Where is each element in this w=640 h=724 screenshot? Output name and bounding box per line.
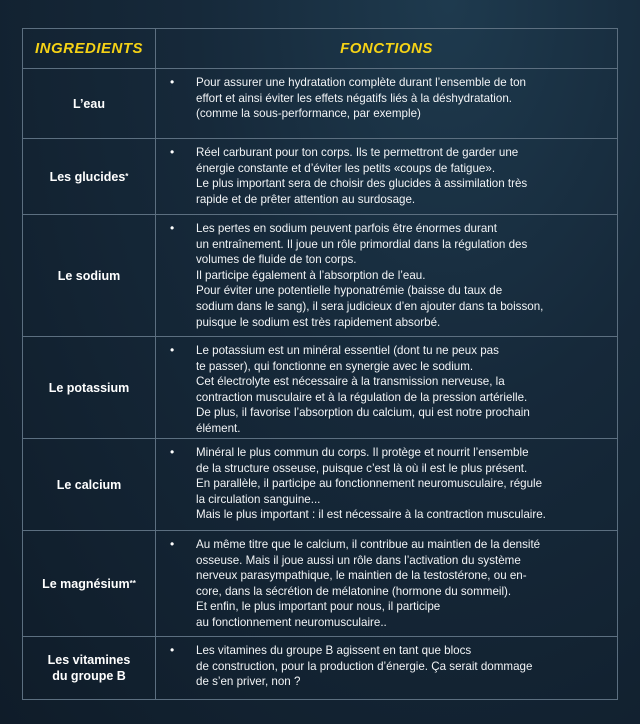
ingredient-label: L’eau <box>73 96 105 111</box>
ingredient-label: Le sodium <box>57 268 121 283</box>
ingredient-name <box>23 215 156 336</box>
table-row-calcium <box>23 439 617 531</box>
ingredient-name <box>23 439 156 530</box>
ingredient-name <box>23 637 156 699</box>
table-row-sodium <box>23 215 617 337</box>
header-ingredients: INGREDIENTS <box>23 29 156 68</box>
function-cell <box>156 69 617 138</box>
function-cell <box>156 531 617 636</box>
function-text: Réel carburant pour ton corps. Ils te permettront de garder une énergie constante et d’éviter les petits «coups de fatigue». Le plus important sera de choisir des glucides à assimilation très rapide et de prêter attention au surdosage. <box>196 146 528 206</box>
ingredients-table <box>22 28 618 700</box>
bullet-icon: • <box>170 445 175 459</box>
bullet-icon: • <box>170 75 175 89</box>
function-cell <box>156 139 617 214</box>
function-text: Les pertes en sodium peuvent parfois être énormes durant un entraînement. Il joue un rôle primordial dans la régulation des volumes de fluide de ton corps. Il participe également à l’absorption de l’eau. Pour éviter une potentielle hyponatrémie (baisse du taux de sodium dans le sang), il sera judicieux d’en ajouter dans ta boisson, puisque le sodium est très rapidement absorbé. <box>196 222 544 329</box>
ingredient-name <box>23 337 156 438</box>
ingredient-label: Le calcium <box>56 477 122 492</box>
table-header-row <box>23 29 617 69</box>
bullet-icon: • <box>170 343 175 357</box>
function-text: Les vitamines du groupe B agissent en tant que blocs de construction, pour la production d’énergie. Ça serait dommage de s’en priver, non ? <box>196 644 533 689</box>
function-text: Le potassium est un minéral essentiel (dont tu ne peux pas te passer), qui fonctionne en synergie avec le sodium. Cet électrolyte est nécessaire à la transmission nerveuse, la contraction musculaire et à la régulation de la pression artérielle. De plus, il favorise l’absorption du calcium, qui est notre prochain élément. <box>196 344 530 435</box>
function-text: Au même titre que le calcium, il contribue au maintien de la densité osseuse. Mais il joue aussi un rôle dans l’activation du système nerveux parasympathique, le maintien de la testostérone, ou en- core, dans la sécrétion de mélatonine (hormone du sommeil). Et enfin, le plus important pour nous, il participe au fonctionnement neuromusculaire.. <box>196 538 541 629</box>
bullet-icon: • <box>170 537 175 551</box>
ingredient-label: Les vitamines du groupe B <box>47 653 131 683</box>
function-cell <box>156 337 617 438</box>
ingredient-label: Le magnésium <box>42 576 130 591</box>
function-text: Minéral le plus commun du corps. Il protège et nourrit l’ensemble de la structure osseuse, puisque c’est là où il est le plus présent. En parallèle, il participe au fonctionnement neuromusculaire, régule la circulation sanguine... Mais le plus important : il est nécessaire à la contraction musculaire. <box>196 446 546 522</box>
table-row-magnesium <box>23 531 617 637</box>
table-row-eau <box>23 69 617 139</box>
function-cell <box>156 637 617 699</box>
bullet-icon: • <box>170 643 175 657</box>
ingredient-name: Les glucides * <box>23 139 156 214</box>
bullet-icon: • <box>170 221 175 235</box>
bullet-icon: • <box>170 145 175 159</box>
function-text: Pour assurer une hydratation complète durant l’ensemble de ton effort et ainsi éviter les effets négatifs liés à la déshydratation. (comme la sous-performance, par exemple) <box>196 76 526 121</box>
ingredient-label: Les glucides <box>49 169 126 184</box>
table-row-glucides <box>23 139 617 215</box>
header-fonctions: FONCTIONS <box>340 40 433 57</box>
function-cell <box>156 215 617 336</box>
ingredient-name <box>23 69 156 138</box>
ingredient-label: Le potassium <box>48 380 130 395</box>
function-cell <box>156 439 617 530</box>
ingredient-name: Le magnésium ** <box>23 531 156 636</box>
table-row-vitamines <box>23 637 617 699</box>
table-row-potassium <box>23 337 617 439</box>
